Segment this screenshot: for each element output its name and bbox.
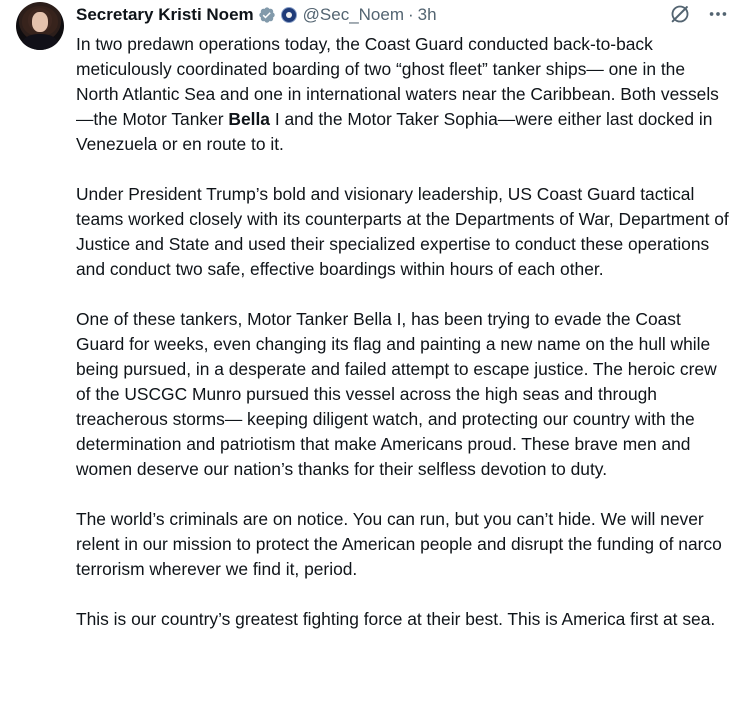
tweet-header: [76, 3, 736, 27]
tweet-paragraph-4: The world’s criminals are on notice. You can run, but you can’t hide. We will never relent in our mission to protect the American people and disrupt the funding of narco terrorism wherever we find it, period.: [76, 509, 722, 579]
avatar[interactable]: [16, 2, 64, 50]
handle[interactable]: @Sec_Noem: [302, 5, 404, 24]
verified-badge-icon[interactable]: [258, 6, 276, 24]
dhs-seal-icon[interactable]: [281, 7, 297, 23]
grok-icon[interactable]: [669, 3, 691, 25]
separator: ·: [408, 5, 414, 24]
header-actions: [669, 3, 729, 25]
tweet-paragraph-1-part-1: In two predawn operations today, the Coast Guard conducted back-to-back meticulously coordinated boarding of two “ghost fleet” tanker ships— one in the North Atlantic Sea and one in international waters near the Caribbean. Both vessels —the Motor Tanker: [76, 34, 719, 129]
tweet-paragraph-1: [76, 32, 731, 157]
avatar-body: [22, 34, 58, 50]
tweet-paragraph-5: This is our country’s greatest fighting force at their best. This is America first at sea.: [76, 609, 716, 629]
bold-vessel-name: Bella: [228, 109, 270, 129]
more-icon[interactable]: [707, 3, 729, 25]
tweet-paragraph-1-part-2: I and the Motor Taker Sophia—were either last docked in Venezuela or en route to it.: [76, 109, 713, 154]
avatar-face: [32, 12, 48, 32]
tweet-paragraph-3: One of these tankers, Motor Tanker Bella I, has been trying to evade the Coast Guard for weeks, even changing its flag and painting a new name on the hull while being pursued, in a desperate and failed attempt to escape justice. The heroic crew of the USCGC Munro pursued this vessel across the high seas and through treacherous storms— keeping diligent watch, and protecting our country with the determination and patriotism that make Americans proud. These brave men and women deserve our nation’s thanks for their selfless devotion to duty.: [76, 309, 717, 479]
tweet-text: [76, 32, 731, 632]
tweet-paragraph-2: Under President Trump’s bold and visionary leadership, US Coast Guard tactical teams worked closely with its counterparts at the Departments of War, Department of Justice and State and used their specialized expertise to conduct these operations and conduct two safe, effective boardings within hours of each other.: [76, 184, 729, 279]
display-name[interactable]: Secretary Kristi Noem: [76, 5, 254, 24]
timestamp[interactable]: 3h: [417, 5, 437, 24]
